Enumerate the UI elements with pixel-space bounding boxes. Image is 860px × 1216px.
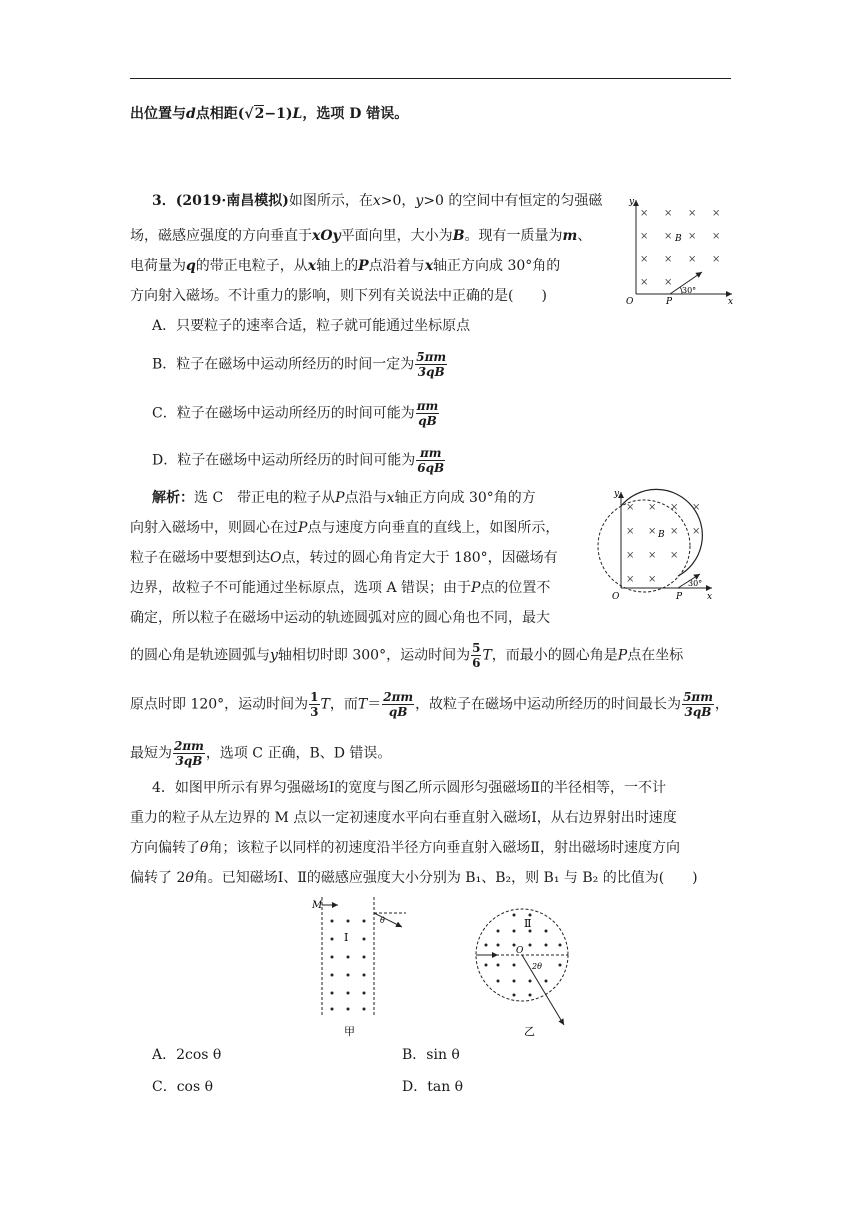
b-label: B xyxy=(675,234,682,244)
p-label: P xyxy=(666,297,673,306)
svg-text:×: × xyxy=(692,502,701,513)
sol3-line-4: 边界，故粒子不可能通过坐标原点，选项 A 错误；由于P点的位置不 xyxy=(130,580,551,596)
svg-text:×: × xyxy=(626,574,635,585)
caption-yi: 乙 xyxy=(524,1025,535,1038)
y-label: y xyxy=(629,197,635,207)
svg-text:×: × xyxy=(626,502,635,513)
x-label: x xyxy=(707,592,713,602)
sol3-line-7: 原点时即 120°，运动时间为 $\frac{1}{3}$ T，而T＝ $\frac{2\pi m}{qB}$ ，故粒子在磁场中运动所经历的时间最长为 $\frac{5\pi m}{3qB}$ ， xyxy=(130,690,729,719)
svg-text:×: × xyxy=(648,526,657,537)
sol3-line-2: 向射入磁场中，则圆心在过P点与速度方向垂直的直线上，如图所示， xyxy=(130,520,560,536)
angle-label: 30° xyxy=(688,579,703,588)
q3-line-3: 电荷量为q的带正电粒子，从x轴上的P点沿着与x轴正方向成 30°角的 xyxy=(130,258,561,274)
caption-jia: 甲 xyxy=(344,1025,355,1038)
theta-label: θ xyxy=(380,916,385,925)
q4-line-1: 4．如图甲所示有界匀强磁场Ⅰ的宽度与图乙所示圆形匀强磁场Ⅱ的半径相等，一不计 xyxy=(152,780,666,796)
q3-line-2: 场，磁感应强度的方向垂直于xOy平面向里，大小为B。现有一质量为m、 xyxy=(130,228,592,244)
svg-text:×: × xyxy=(626,550,635,561)
header-rule xyxy=(130,78,731,79)
q3-option-c: C．粒子在磁场中运动所经历的时间可能为 $\frac{\pi m}{qB}$ xyxy=(152,399,439,428)
solution-figure xyxy=(592,484,722,606)
prev-answer-tail: 出位置与d点相距(√2−1)L，选项 D 错误。 xyxy=(130,106,409,122)
trajectory-circle xyxy=(598,500,690,592)
q3-figure xyxy=(624,196,740,306)
q4-option-d: D．tan θ xyxy=(402,1079,464,1095)
figure-jia xyxy=(308,895,408,1040)
svg-text:×: × xyxy=(664,277,673,288)
svg-text:×: × xyxy=(648,502,657,513)
q3-line-1: 3．(2019·南昌模拟)如图所示，在x>0，y>0 的空间中有恒定的匀强磁 xyxy=(152,193,603,209)
svg-text:×: × xyxy=(664,254,673,265)
origin-label: O xyxy=(626,297,634,306)
sol3-line-1: 解析：选 C 带正电的粒子从P点沿与x轴正方向成 30°角的方 xyxy=(152,490,536,506)
figure-yi xyxy=(470,893,580,1043)
svg-text:×: × xyxy=(648,550,657,561)
svg-text:×: × xyxy=(664,231,673,242)
q4-line-2: 重力的粒子从左边界的 M 点以一定初速度水平向右垂直射入磁场Ⅰ，从右边界射出时速度 xyxy=(130,810,677,826)
x-label: x xyxy=(728,297,734,306)
sol3-line-8: 最短为 $\frac{2\pi m}{3qB}$ ，选项 C 正确，B、D 错误。 xyxy=(130,739,392,768)
m-label: M xyxy=(312,900,323,911)
b-label: B xyxy=(658,530,665,540)
origin-label: O xyxy=(612,592,620,602)
svg-text:×: × xyxy=(640,254,649,265)
svg-text:×: × xyxy=(712,231,721,242)
svg-text:×: × xyxy=(712,254,721,265)
svg-text:×: × xyxy=(692,526,701,537)
sol3-line-3: 粒子在磁场中要想到达O点，转过的圆心角肯定大于 180°，因磁场有 xyxy=(130,550,558,566)
q3-option-d: D．粒子在磁场中运动所经历的时间可能为 $\frac{\pi m}{6qB}$ xyxy=(152,446,445,475)
svg-text:×: × xyxy=(712,208,721,219)
svg-text:×: × xyxy=(670,526,679,537)
field-crosses xyxy=(640,208,720,288)
svg-text:×: × xyxy=(640,277,649,288)
p-label: P xyxy=(676,592,683,602)
sol3-line-6: 的圆心角是轨迹圆弧与y轴相切时即 300°，运动时间为 $\frac{5}{6}$ T，而最小的圆心角是P点在坐标 xyxy=(130,641,684,670)
region-i-label: Ⅰ xyxy=(344,931,349,944)
y-label: y xyxy=(614,489,620,499)
q4-option-a: A．2cos θ xyxy=(152,1047,222,1063)
q4-line-4: 偏转了 2θ角。已知磁场Ⅰ、Ⅱ的磁感应强度大小分别为 B₁、B₂，则 B₁ 与 B₂ 的比值为( ) xyxy=(130,870,698,886)
angle-label: 30° xyxy=(682,286,697,295)
q3-option-b: B．粒子在磁场中运动所经历的时间一定为 $\frac{5\pi m}{3qB}$ xyxy=(152,350,447,379)
svg-text:×: × xyxy=(688,231,697,242)
svg-text:×: × xyxy=(688,208,697,219)
q3-option-a: A．只要粒子的速率合适，粒子就可能通过坐标原点 xyxy=(152,318,471,334)
svg-text:×: × xyxy=(640,231,649,242)
svg-text:×: × xyxy=(670,550,679,561)
q3-line-4: 方向射入磁场。不计重力的影响，则下列有关说法中正确的是( ) xyxy=(130,288,547,304)
exit-arrow xyxy=(522,955,564,1025)
field-crosses xyxy=(626,502,700,585)
q4-option-c: C．cos θ xyxy=(152,1079,214,1095)
svg-text:×: × xyxy=(664,208,673,219)
q4-line-3: 方向偏转了θ角；该粒子以同样的初速度沿半径方向垂直射入磁场Ⅱ，射出磁场时速度方向 xyxy=(130,840,680,856)
svg-text:×: × xyxy=(640,208,649,219)
q4-option-b: B．sin θ xyxy=(402,1047,460,1063)
sol3-line-5: 确定，所以粒子在磁场中运动的轨迹圆弧对应的圆心角也不同，最大 xyxy=(130,610,550,626)
svg-text:×: × xyxy=(670,502,679,513)
two-theta-label: 2θ xyxy=(532,962,542,971)
region-ii-label: Ⅱ xyxy=(524,917,532,930)
svg-text:×: × xyxy=(626,526,635,537)
svg-text:×: × xyxy=(688,254,697,265)
o-label: O xyxy=(516,946,524,956)
exit-arrow xyxy=(374,913,402,927)
svg-text:×: × xyxy=(648,574,657,585)
